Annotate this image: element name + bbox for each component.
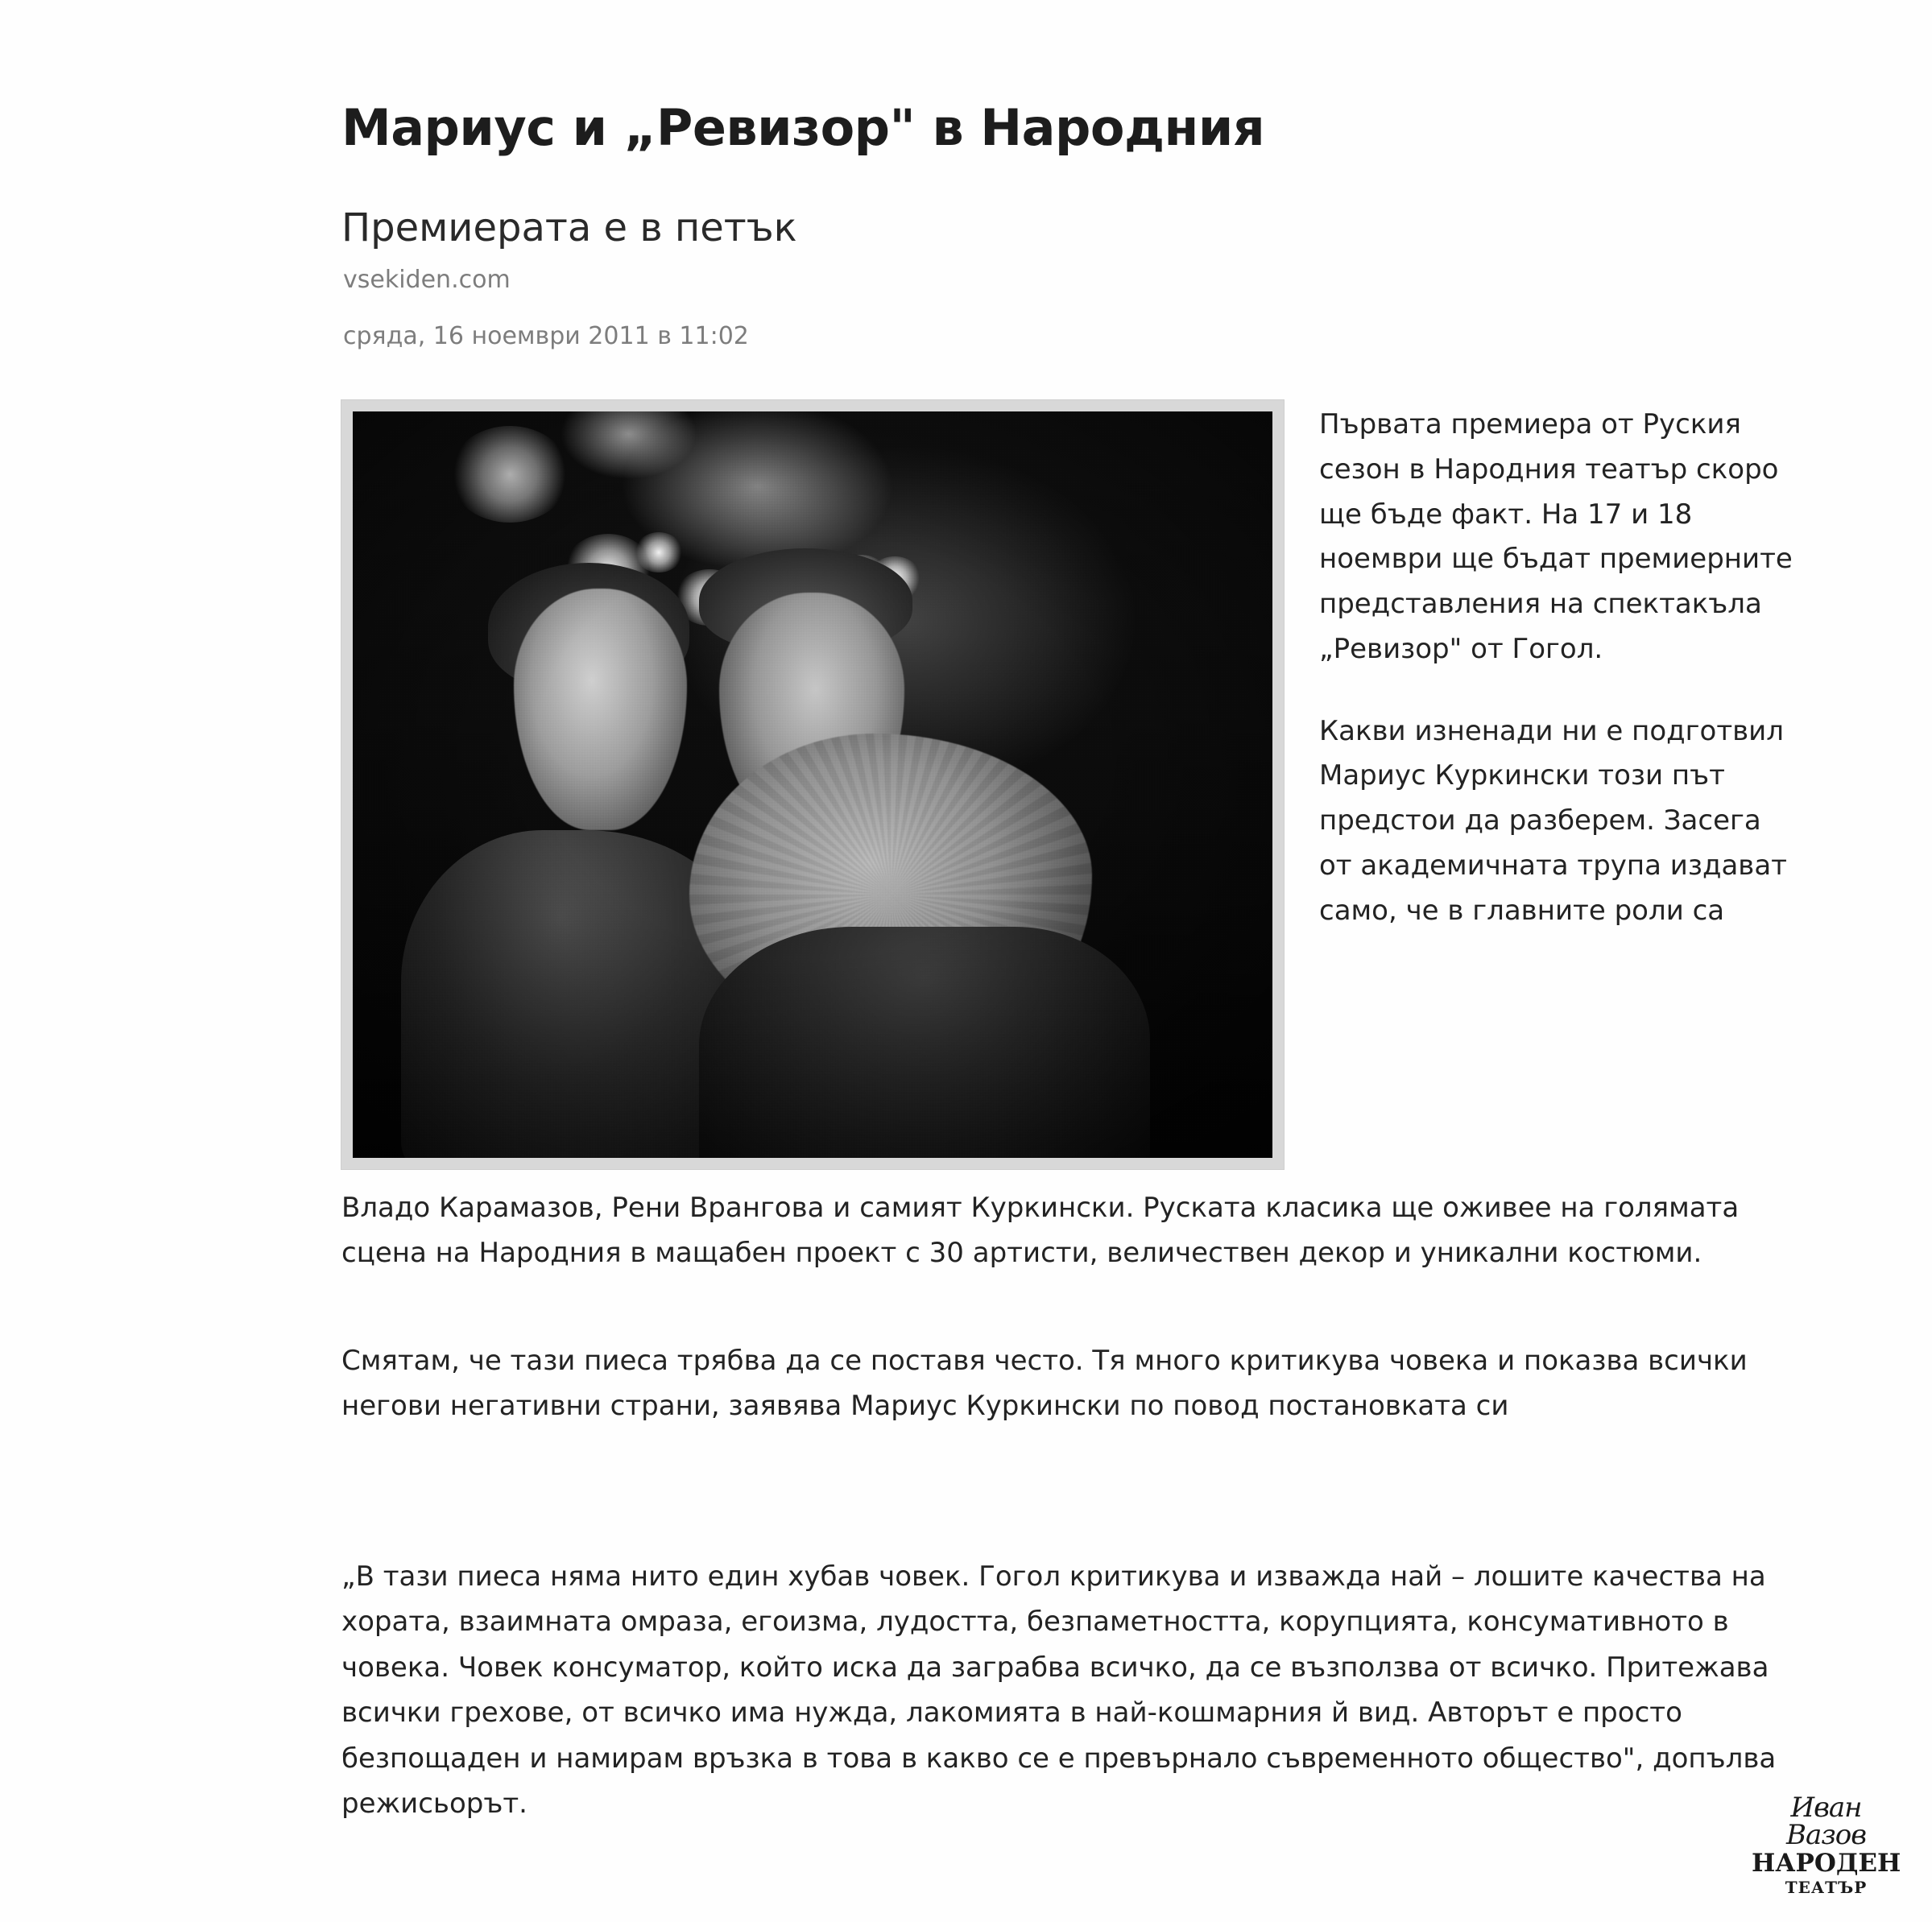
body-paragraph-2: [341, 1338, 1799, 1429]
photo-image: [353, 411, 1272, 1158]
stamp-sub-text: ТЕАТЪР: [1785, 1877, 1868, 1897]
photo-vignette: [353, 411, 1272, 1158]
article-photo: [341, 400, 1284, 1169]
body-paragraph-1: [341, 1185, 1799, 1276]
paragraph: Какви изненади ни е подготвил Мариус Куркински този път предстои да разберем. Засега от академичната трупа издават само, че в главните роли са: [1319, 714, 1787, 927]
article-subtitle: Премиерата е в петък: [341, 205, 797, 250]
stamp-script-text: Иван Вазов: [1785, 1792, 1867, 1851]
article-source: vsekiden.com: [343, 266, 511, 294]
page-title: Мариус и „Ревизор" в Народния: [341, 97, 1265, 157]
paragraph: Владо Карамазов, Рени Врангова и самият Куркински. Руската класика ще оживее на голямата сцена на Народния в мащабен проект с 30 артисти, величествен декор и уникални костюми.: [341, 1192, 1740, 1270]
paragraph: Първата премиера от Руския сезон в Народния театър скоро ще бъде факт. На 17 и 18 ноември ще бъдат премиерните представления на спектакъла „Ревизор" от Гогол.: [1319, 408, 1793, 665]
stamp-main-text: НАРОДЕН: [1752, 1849, 1901, 1878]
article-timestamp: сряда, 16 ноември 2011 в 11:02: [343, 322, 749, 350]
national-theatre-stamp: [1752, 1794, 1901, 1899]
paragraph: Смятам, че тази пиеса трябва да се поставя често. Тя много критикува човека и показва всички негови негативни страни, заявява Мариус Куркински по повод постановката си: [341, 1345, 1748, 1423]
paragraph: „В тази пиеса няма нито един хубав човек. Гогол критикува и изважда най – лошите качества на хората, взаимната омраза, егоизма, лудостта, безпаметността, корупцията, консумативното в човека. Човек консуматор, който иска да заграбва всичко, да се възползва от всичко. Притежава всички грехове, от всичко има нужда, лакомията в най-кошмарния й вид. Авторът е просто безпощаден и намирам връзка в това в какво се е превърнало съвременното общество", допълва режисьорът.: [341, 1560, 1777, 1821]
body-paragraph-3: [341, 1554, 1799, 1827]
side-column-text: [1319, 403, 1802, 970]
